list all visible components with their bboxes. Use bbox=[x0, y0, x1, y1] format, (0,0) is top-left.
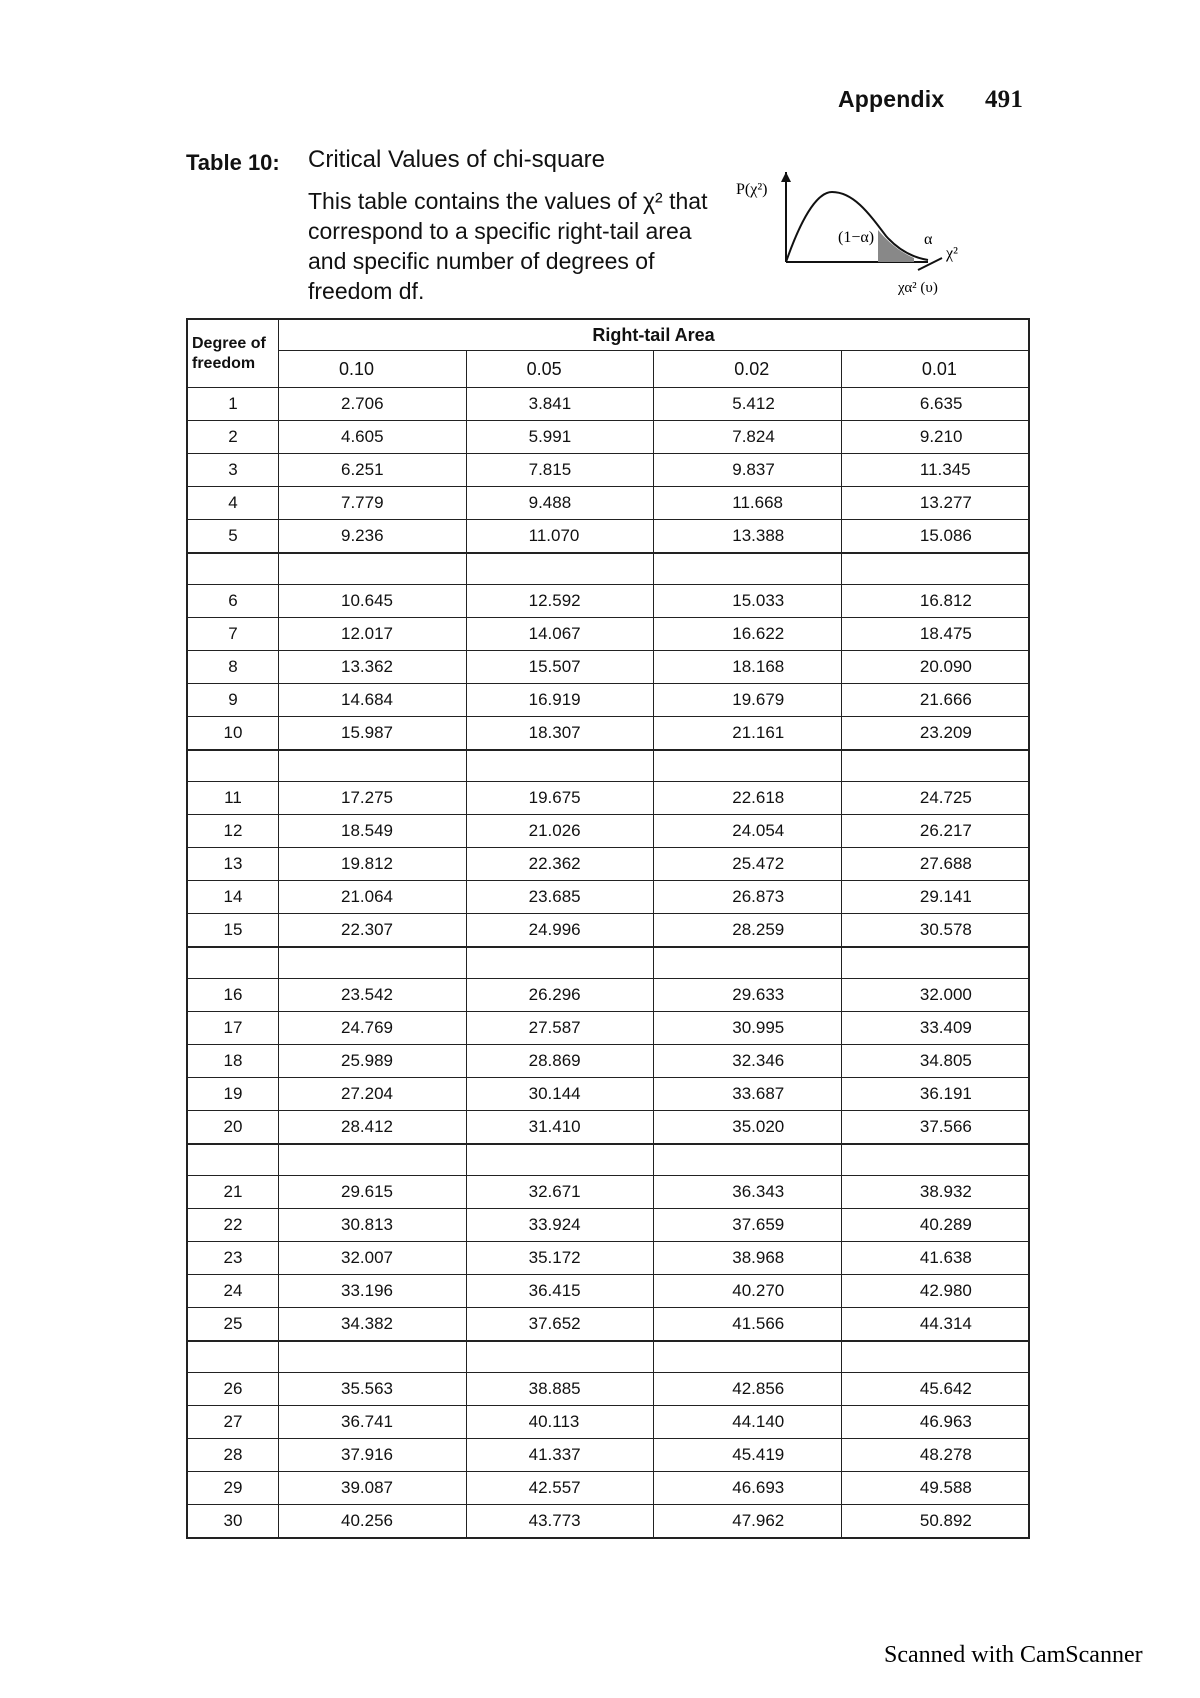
diagram-y-label: P(χ²) bbox=[736, 181, 768, 198]
value-cell: 34.805 bbox=[841, 1045, 1029, 1078]
value-cell: 38.932 bbox=[841, 1176, 1029, 1209]
value-cell: 16.812 bbox=[841, 585, 1029, 618]
value-cell: 28.259 bbox=[654, 914, 842, 948]
value-cell: 32.000 bbox=[841, 979, 1029, 1012]
value-cell: 16.622 bbox=[654, 618, 842, 651]
value-cell: 18.475 bbox=[841, 618, 1029, 651]
table-row bbox=[187, 1045, 1029, 1078]
df-cell: 18 bbox=[187, 1045, 279, 1078]
value-cell: 50.892 bbox=[841, 1505, 1029, 1539]
value-cell: 25.989 bbox=[279, 1045, 467, 1078]
value-cell: 24.725 bbox=[841, 782, 1029, 815]
table-row bbox=[187, 651, 1029, 684]
value-cell: 37.916 bbox=[279, 1439, 467, 1472]
chi-square-distribution-diagram bbox=[728, 172, 988, 312]
df-cell: 23 bbox=[187, 1242, 279, 1275]
chi-square-table-container bbox=[186, 318, 1030, 1539]
value-cell: 23.542 bbox=[279, 979, 467, 1012]
value-cell: 12.592 bbox=[466, 585, 654, 618]
spacer-cell bbox=[654, 1341, 842, 1373]
df-cell: 19 bbox=[187, 1078, 279, 1111]
value-cell: 45.419 bbox=[654, 1439, 842, 1472]
value-cell: 40.256 bbox=[279, 1505, 467, 1539]
value-cell: 29.141 bbox=[841, 881, 1029, 914]
value-cell: 46.693 bbox=[654, 1472, 842, 1505]
df-cell: 30 bbox=[187, 1505, 279, 1539]
value-cell: 37.659 bbox=[654, 1209, 842, 1242]
value-cell: 42.980 bbox=[841, 1275, 1029, 1308]
df-cell: 6 bbox=[187, 585, 279, 618]
value-cell: 28.412 bbox=[279, 1111, 467, 1145]
value-cell: 41.337 bbox=[466, 1439, 654, 1472]
value-cell: 33.924 bbox=[466, 1209, 654, 1242]
column-header: 0.10 bbox=[279, 351, 467, 388]
table-row bbox=[187, 585, 1029, 618]
value-cell: 16.919 bbox=[466, 684, 654, 717]
value-cell: 31.410 bbox=[466, 1111, 654, 1145]
value-cell: 4.605 bbox=[279, 421, 467, 454]
value-cell: 18.168 bbox=[654, 651, 842, 684]
value-cell: 14.684 bbox=[279, 684, 467, 717]
df-cell: 25 bbox=[187, 1308, 279, 1342]
column-header: 0.01 bbox=[841, 351, 1029, 388]
spacer-cell bbox=[841, 1144, 1029, 1176]
value-cell: 38.968 bbox=[654, 1242, 842, 1275]
value-cell: 6.635 bbox=[841, 388, 1029, 421]
spacer-cell bbox=[279, 947, 467, 979]
table-row bbox=[187, 1242, 1029, 1275]
table-row bbox=[187, 1012, 1029, 1045]
table-row bbox=[187, 1505, 1029, 1539]
value-cell: 19.679 bbox=[654, 684, 842, 717]
group-spacer-row bbox=[187, 947, 1029, 979]
value-cell: 20.090 bbox=[841, 651, 1029, 684]
value-cell: 38.885 bbox=[466, 1373, 654, 1406]
value-cell: 41.638 bbox=[841, 1242, 1029, 1275]
spacer-cell bbox=[279, 553, 467, 585]
value-cell: 27.204 bbox=[279, 1078, 467, 1111]
spacer-cell bbox=[654, 947, 842, 979]
value-cell: 42.557 bbox=[466, 1472, 654, 1505]
table-row bbox=[187, 618, 1029, 651]
df-cell: 8 bbox=[187, 651, 279, 684]
value-cell: 21.161 bbox=[654, 717, 842, 751]
df-cell: 3 bbox=[187, 454, 279, 487]
table-description: This table contains the values of χ² that correspond to a specific right-tail area and specific number of degrees of freedom df. bbox=[308, 188, 708, 304]
table-row bbox=[187, 848, 1029, 881]
value-cell: 24.054 bbox=[654, 815, 842, 848]
value-cell: 43.773 bbox=[466, 1505, 654, 1539]
value-cell: 3.841 bbox=[466, 388, 654, 421]
value-cell: 22.307 bbox=[279, 914, 467, 948]
value-cell: 5.991 bbox=[466, 421, 654, 454]
value-cell: 9.488 bbox=[466, 487, 654, 520]
spacer-cell bbox=[187, 1144, 279, 1176]
value-cell: 39.087 bbox=[279, 1472, 467, 1505]
spacer-cell bbox=[187, 553, 279, 585]
table-row bbox=[187, 815, 1029, 848]
value-cell: 27.688 bbox=[841, 848, 1029, 881]
table-row bbox=[187, 782, 1029, 815]
spacer-cell bbox=[187, 1341, 279, 1373]
diagram-y-arrow-icon bbox=[781, 172, 791, 182]
value-cell: 5.412 bbox=[654, 388, 842, 421]
value-cell: 13.362 bbox=[279, 651, 467, 684]
table-row bbox=[187, 1472, 1029, 1505]
value-cell: 14.067 bbox=[466, 618, 654, 651]
table-title: Critical Values of chi-square bbox=[308, 146, 606, 173]
value-cell: 42.856 bbox=[654, 1373, 842, 1406]
df-cell: 16 bbox=[187, 979, 279, 1012]
spacer-cell bbox=[187, 947, 279, 979]
diagram-region-label: (1−α) bbox=[838, 229, 875, 246]
value-cell: 29.615 bbox=[279, 1176, 467, 1209]
df-cell: 11 bbox=[187, 782, 279, 815]
value-cell: 24.996 bbox=[466, 914, 654, 948]
value-cell: 30.144 bbox=[466, 1078, 654, 1111]
value-cell: 9.210 bbox=[841, 421, 1029, 454]
page-number: 491 bbox=[984, 86, 1024, 113]
spacer-cell bbox=[841, 750, 1029, 782]
table-row bbox=[187, 717, 1029, 751]
df-cell: 28 bbox=[187, 1439, 279, 1472]
value-cell: 21.666 bbox=[841, 684, 1029, 717]
value-cell: 10.645 bbox=[279, 585, 467, 618]
spacer-cell bbox=[466, 553, 654, 585]
value-cell: 44.140 bbox=[654, 1406, 842, 1439]
value-cell: 32.346 bbox=[654, 1045, 842, 1078]
chi-square-table bbox=[186, 318, 1030, 1539]
table-row bbox=[187, 979, 1029, 1012]
df-cell: 29 bbox=[187, 1472, 279, 1505]
value-cell: 6.251 bbox=[279, 454, 467, 487]
value-cell: 2.706 bbox=[279, 388, 467, 421]
value-cell: 21.064 bbox=[279, 881, 467, 914]
value-cell: 44.314 bbox=[841, 1308, 1029, 1342]
df-cell: 9 bbox=[187, 684, 279, 717]
spacer-cell bbox=[466, 1144, 654, 1176]
table-row bbox=[187, 684, 1029, 717]
df-cell: 12 bbox=[187, 815, 279, 848]
diagram-x-arrow-icon bbox=[918, 258, 942, 270]
value-cell: 46.963 bbox=[841, 1406, 1029, 1439]
df-cell: 27 bbox=[187, 1406, 279, 1439]
value-cell: 36.741 bbox=[279, 1406, 467, 1439]
spacer-cell bbox=[466, 1341, 654, 1373]
value-cell: 13.388 bbox=[654, 520, 842, 554]
value-cell: 22.362 bbox=[466, 848, 654, 881]
value-cell: 36.415 bbox=[466, 1275, 654, 1308]
value-cell: 7.779 bbox=[279, 487, 467, 520]
value-cell: 18.549 bbox=[279, 815, 467, 848]
value-cell: 7.815 bbox=[466, 454, 654, 487]
df-cell: 24 bbox=[187, 1275, 279, 1308]
group-spacer-row bbox=[187, 750, 1029, 782]
df-cell: 2 bbox=[187, 421, 279, 454]
value-cell: 26.217 bbox=[841, 815, 1029, 848]
value-cell: 32.671 bbox=[466, 1176, 654, 1209]
table-row bbox=[187, 421, 1029, 454]
group-spacer-row bbox=[187, 553, 1029, 585]
table-row bbox=[187, 1209, 1029, 1242]
table-body bbox=[187, 388, 1029, 1539]
table-label: Table 10: bbox=[186, 150, 280, 175]
value-cell: 17.275 bbox=[279, 782, 467, 815]
spacer-cell bbox=[654, 1144, 842, 1176]
section-title: Appendix bbox=[838, 86, 945, 112]
spacer-cell bbox=[841, 553, 1029, 585]
value-cell: 47.962 bbox=[654, 1505, 842, 1539]
value-cell: 11.345 bbox=[841, 454, 1029, 487]
column-header: 0.02 bbox=[654, 351, 842, 388]
value-cell: 23.209 bbox=[841, 717, 1029, 751]
spacer-cell bbox=[466, 750, 654, 782]
value-cell: 18.307 bbox=[466, 717, 654, 751]
value-cell: 35.172 bbox=[466, 1242, 654, 1275]
value-cell: 19.675 bbox=[466, 782, 654, 815]
table-row bbox=[187, 388, 1029, 421]
value-cell: 30.578 bbox=[841, 914, 1029, 948]
df-column-header: Degree of freedom bbox=[187, 319, 279, 388]
scanner-watermark: Scanned with CamScanner bbox=[884, 1642, 1143, 1668]
value-cell: 15.033 bbox=[654, 585, 842, 618]
value-cell: 11.668 bbox=[654, 487, 842, 520]
spacer-cell bbox=[187, 750, 279, 782]
df-cell: 4 bbox=[187, 487, 279, 520]
table-row bbox=[187, 1275, 1029, 1308]
value-cell: 36.343 bbox=[654, 1176, 842, 1209]
df-cell: 20 bbox=[187, 1111, 279, 1145]
spacer-cell bbox=[654, 553, 842, 585]
value-cell: 25.472 bbox=[654, 848, 842, 881]
value-cell: 35.020 bbox=[654, 1111, 842, 1145]
diagram-alpha-label: α bbox=[924, 231, 933, 248]
value-cell: 15.086 bbox=[841, 520, 1029, 554]
value-cell: 33.409 bbox=[841, 1012, 1029, 1045]
table-row bbox=[187, 454, 1029, 487]
value-cell: 11.070 bbox=[466, 520, 654, 554]
column-header: 0.05 bbox=[466, 351, 654, 388]
df-cell: 5 bbox=[187, 520, 279, 554]
table-row bbox=[187, 520, 1029, 554]
value-cell: 30.995 bbox=[654, 1012, 842, 1045]
value-cell: 23.685 bbox=[466, 881, 654, 914]
df-cell: 10 bbox=[187, 717, 279, 751]
df-cell: 21 bbox=[187, 1176, 279, 1209]
spacer-cell bbox=[279, 750, 467, 782]
value-cell: 40.113 bbox=[466, 1406, 654, 1439]
df-cell: 7 bbox=[187, 618, 279, 651]
value-cell: 30.813 bbox=[279, 1209, 467, 1242]
value-cell: 29.633 bbox=[654, 979, 842, 1012]
value-cell: 37.566 bbox=[841, 1111, 1029, 1145]
value-cell: 40.289 bbox=[841, 1209, 1029, 1242]
value-cell: 35.563 bbox=[279, 1373, 467, 1406]
value-cell: 15.987 bbox=[279, 717, 467, 751]
df-cell: 15 bbox=[187, 914, 279, 948]
diagram-critical-label: χα² (υ) bbox=[898, 280, 938, 296]
value-cell: 26.296 bbox=[466, 979, 654, 1012]
value-cell: 15.507 bbox=[466, 651, 654, 684]
value-cell: 40.270 bbox=[654, 1275, 842, 1308]
table-row bbox=[187, 1439, 1029, 1472]
spacer-cell bbox=[279, 1144, 467, 1176]
value-cell: 32.007 bbox=[279, 1242, 467, 1275]
group-spacer-row bbox=[187, 1341, 1029, 1373]
value-cell: 27.587 bbox=[466, 1012, 654, 1045]
value-cell: 21.026 bbox=[466, 815, 654, 848]
spacer-cell bbox=[466, 947, 654, 979]
value-cell: 36.191 bbox=[841, 1078, 1029, 1111]
spacer-cell bbox=[841, 947, 1029, 979]
df-cell: 1 bbox=[187, 388, 279, 421]
df-cell: 26 bbox=[187, 1373, 279, 1406]
df-cell: 17 bbox=[187, 1012, 279, 1045]
spacer-cell bbox=[841, 1341, 1029, 1373]
value-cell: 12.017 bbox=[279, 618, 467, 651]
spacer-cell bbox=[279, 1341, 467, 1373]
value-cell: 7.824 bbox=[654, 421, 842, 454]
value-cell: 34.382 bbox=[279, 1308, 467, 1342]
value-cell: 28.869 bbox=[466, 1045, 654, 1078]
table-row bbox=[187, 1308, 1029, 1342]
value-cell: 48.278 bbox=[841, 1439, 1029, 1472]
spacer-cell bbox=[654, 750, 842, 782]
value-cell: 24.769 bbox=[279, 1012, 467, 1045]
diagram-curve bbox=[786, 192, 928, 262]
value-cell: 19.812 bbox=[279, 848, 467, 881]
value-cell: 26.873 bbox=[654, 881, 842, 914]
value-cell: 9.236 bbox=[279, 520, 467, 554]
table-row bbox=[187, 1373, 1029, 1406]
table-row bbox=[187, 1176, 1029, 1209]
value-cell: 13.277 bbox=[841, 487, 1029, 520]
diagram-x-label: χ² bbox=[946, 245, 958, 262]
df-cell: 13 bbox=[187, 848, 279, 881]
table-row bbox=[187, 881, 1029, 914]
value-cell: 33.687 bbox=[654, 1078, 842, 1111]
value-cell: 9.837 bbox=[654, 454, 842, 487]
table-row bbox=[187, 914, 1029, 948]
value-cell: 22.618 bbox=[654, 782, 842, 815]
value-cell: 49.588 bbox=[841, 1472, 1029, 1505]
right-tail-header: Right-tail Area bbox=[279, 319, 1030, 351]
group-spacer-row bbox=[187, 1144, 1029, 1176]
value-cell: 33.196 bbox=[279, 1275, 467, 1308]
value-cell: 37.652 bbox=[466, 1308, 654, 1342]
value-cell: 45.642 bbox=[841, 1373, 1029, 1406]
df-cell: 14 bbox=[187, 881, 279, 914]
table-row bbox=[187, 1406, 1029, 1439]
df-cell: 22 bbox=[187, 1209, 279, 1242]
table-row bbox=[187, 487, 1029, 520]
table-row bbox=[187, 1111, 1029, 1145]
page-header bbox=[838, 86, 1023, 114]
value-cell: 41.566 bbox=[654, 1308, 842, 1342]
table-row bbox=[187, 1078, 1029, 1111]
